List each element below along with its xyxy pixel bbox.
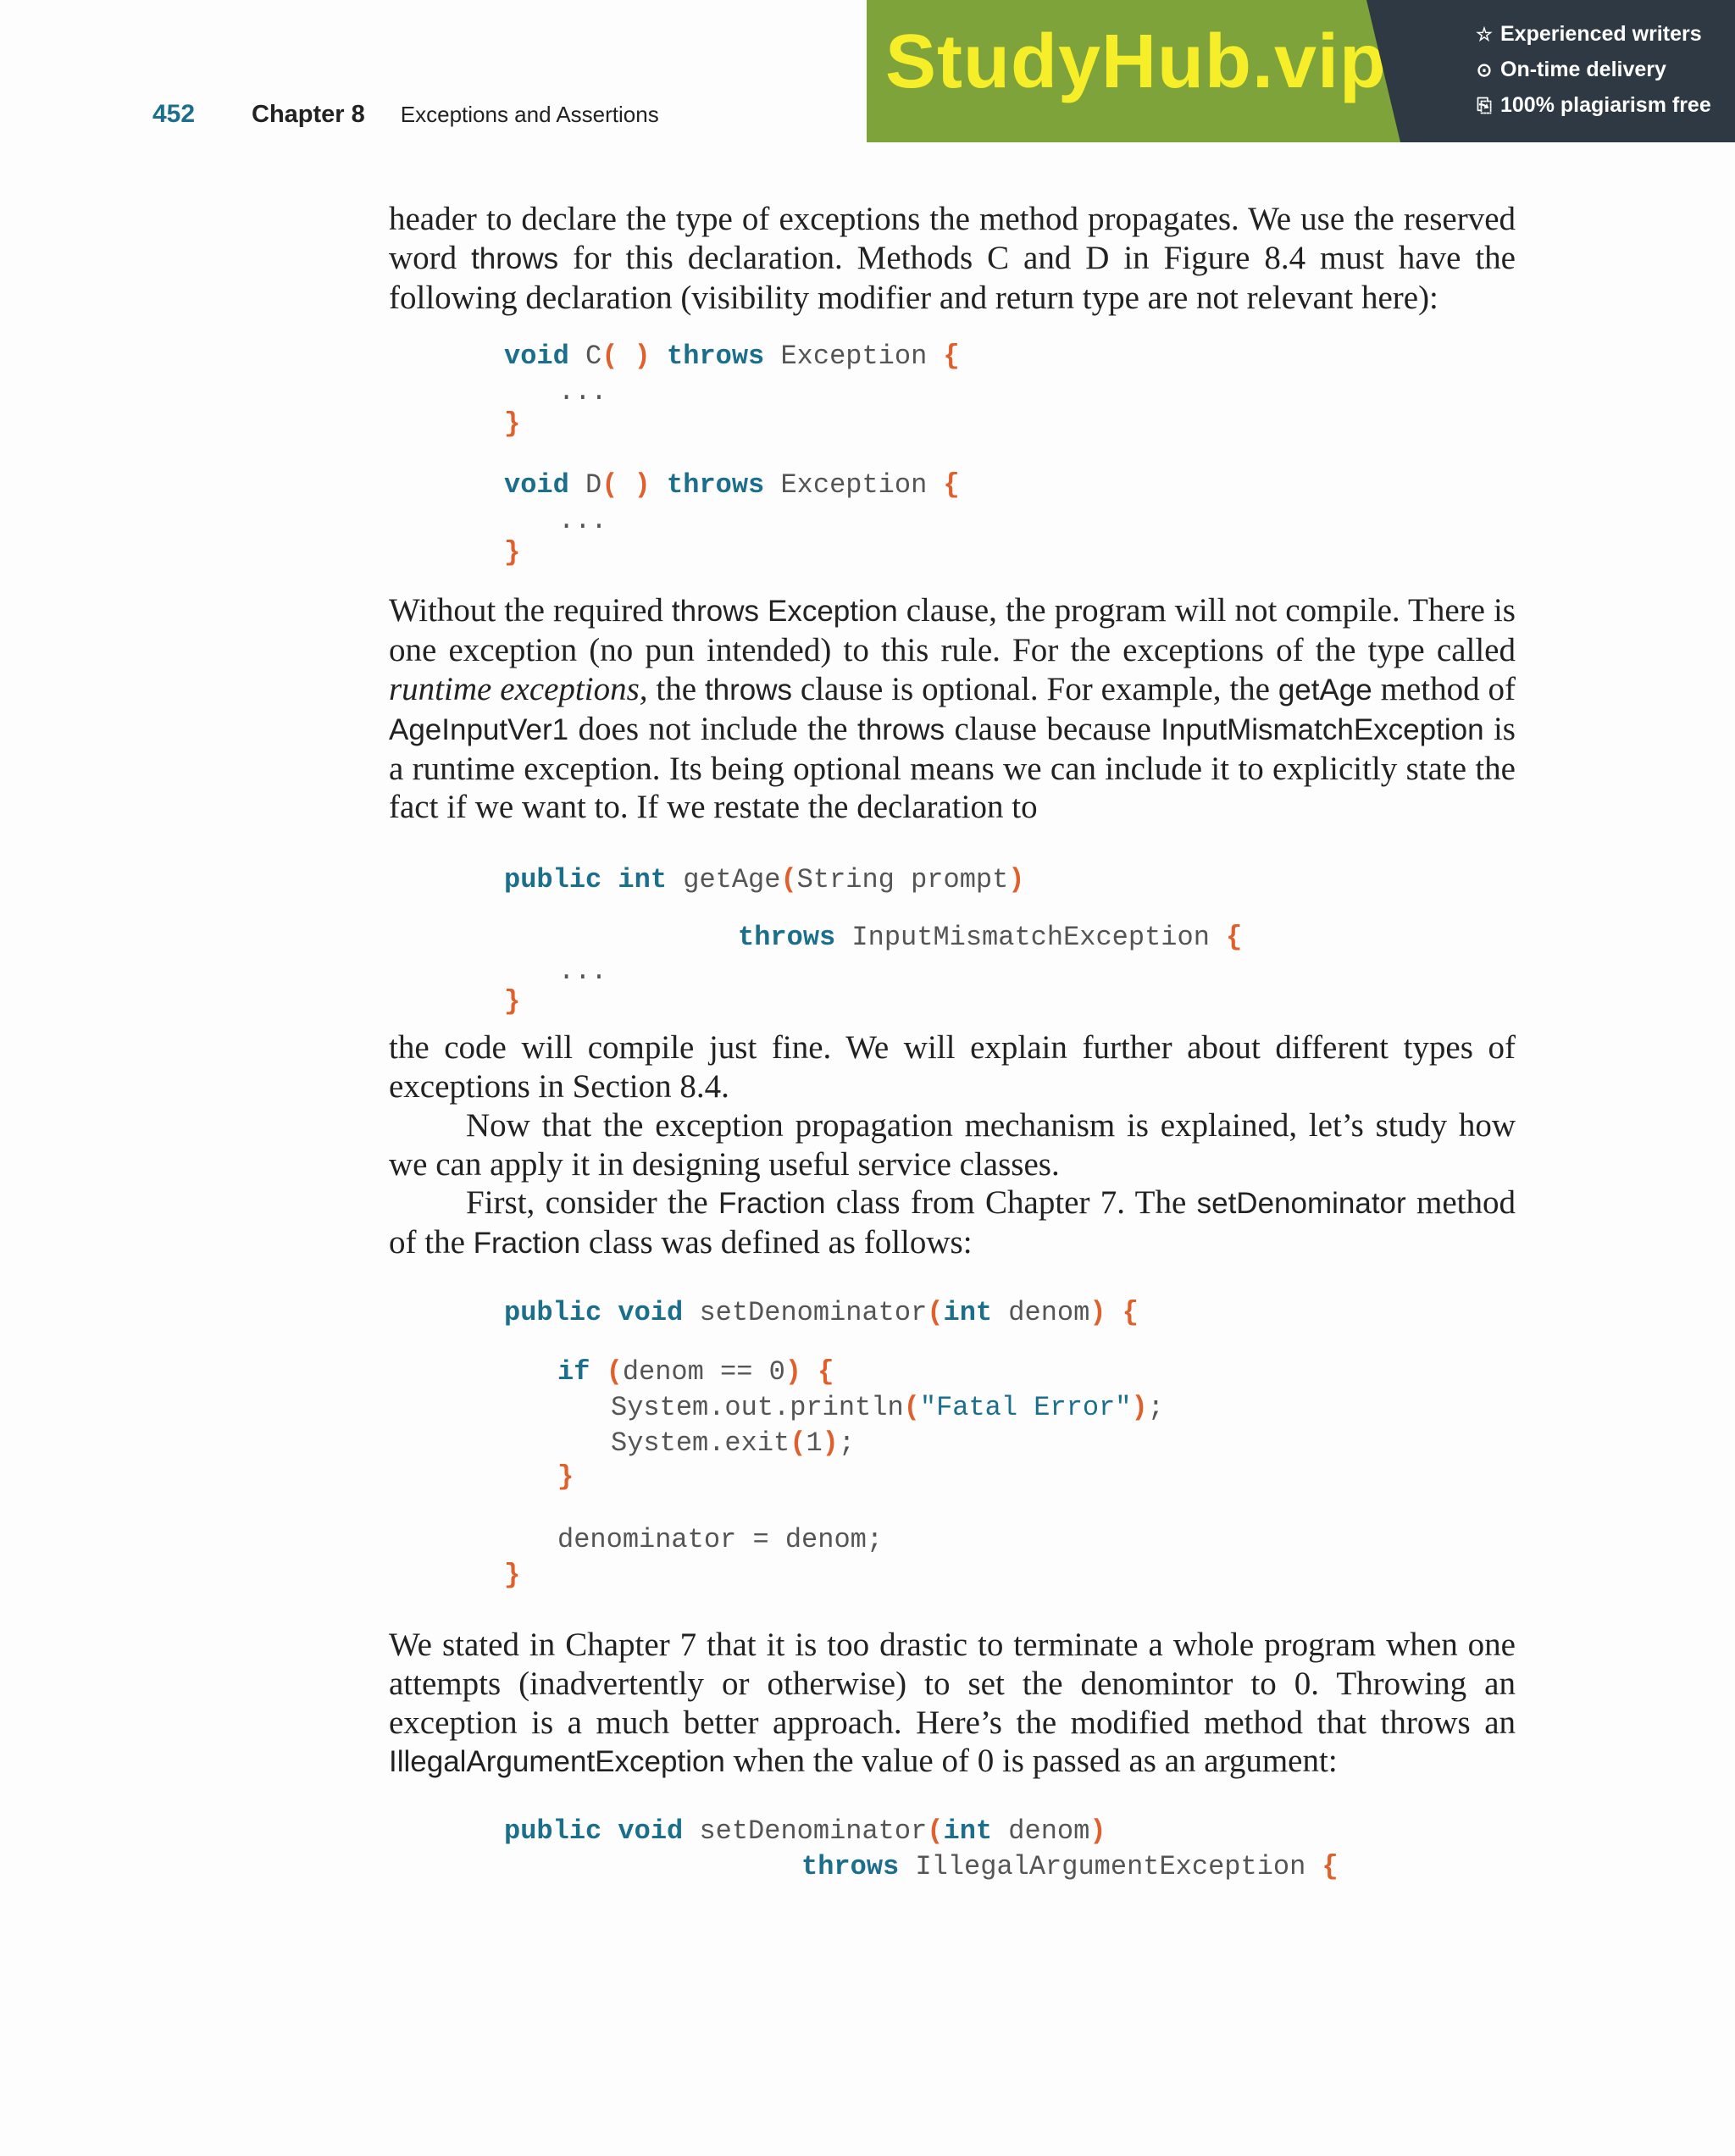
star-icon: ☆ — [1476, 23, 1493, 45]
paragraph-5: First, consider the Fraction class from Chapter 7. The setDenominator method of the Fraction class was defined as follows: — [389, 1184, 1516, 1261]
code-block-throws-declarations: void C( ) throws Exception { ... } void D( ) throws Exception { ... } — [504, 341, 960, 569]
paragraph-1: header to declare the type of exceptions the method propagates. We use the reserved word throws for this declaration. Methods C and D in Figure 8.4 must have the following declaration (visibility modifier and return type are not relevant here): — [389, 201, 1516, 316]
feature-plagiarism-free — [1473, 93, 1711, 118]
feature-label: Experienced writers — [1500, 22, 1702, 46]
banner-logo-panel[interactable] — [867, 0, 1400, 142]
feature-on-time-delivery — [1473, 58, 1666, 82]
code-block-setdenominator-new: public void setDenominator(int denom) throws IllegalArgumentException { — [504, 1815, 1339, 1883]
clock-icon: ⊙ — [1476, 58, 1493, 80]
chapter-title: Exceptions and Assertions — [400, 102, 659, 127]
chapter-label: Chapter 8 — [252, 101, 365, 128]
paragraph-3: the code will compile just fine. We will explain further about different types of exceptions in Section 8.4. — [389, 1029, 1516, 1105]
copy-icon: ⎘ — [1477, 94, 1492, 116]
page-number: 452 — [152, 100, 196, 128]
code-block-getage: public int getAge(String prompt) throws InputMismatchException { ... } — [504, 864, 1243, 1018]
paragraph-2: Without the required throws Exception clause, the program will not compile. There is one exception (no pun intended) to this rule. For the exceptions of the type called runtime exceptions, the throws clause is optional. For example, the getAge method of AgeInputVer1 does not include the throws clause because InputMismatchException is a runtime exception. Its being optional means we can include it to explicitly state the fact if we want to. If we restate the declaration to — [389, 592, 1516, 826]
page-content — [389, 200, 1516, 1909]
feature-label: On-time delivery — [1500, 58, 1666, 81]
code-block-setdenominator-old: public void setDenominator(int denom) { if (denom == 0) { System.out.println("Fatal Error"); System.exit(1); } denominator = denom; } — [504, 1296, 1164, 1591]
feature-experienced-writers — [1473, 22, 1702, 47]
paragraph-6: We stated in Chapter 7 that it is too drastic to terminate a whole program when one attempts (inadvertently or otherwise) to set the denomintor to 0. Throwing an exception is a much better approach. Here’s the modified method that throws an IllegalArgumentException when the value of 0 is passed as an argument: — [389, 1626, 1516, 1780]
feature-label: 100% plagiarism free — [1500, 93, 1711, 117]
ad-banner[interactable] — [867, 0, 1735, 142]
inline-code: throws — [471, 241, 559, 275]
running-head — [152, 100, 659, 141]
paragraph-4: Now that the exception propagation mechanism is explained, let’s study how we can apply it in designing useful service classes. — [389, 1106, 1516, 1183]
banner-features — [1400, 0, 1735, 142]
studyhub-logo[interactable]: StudyHub.vip — [885, 19, 1387, 104]
